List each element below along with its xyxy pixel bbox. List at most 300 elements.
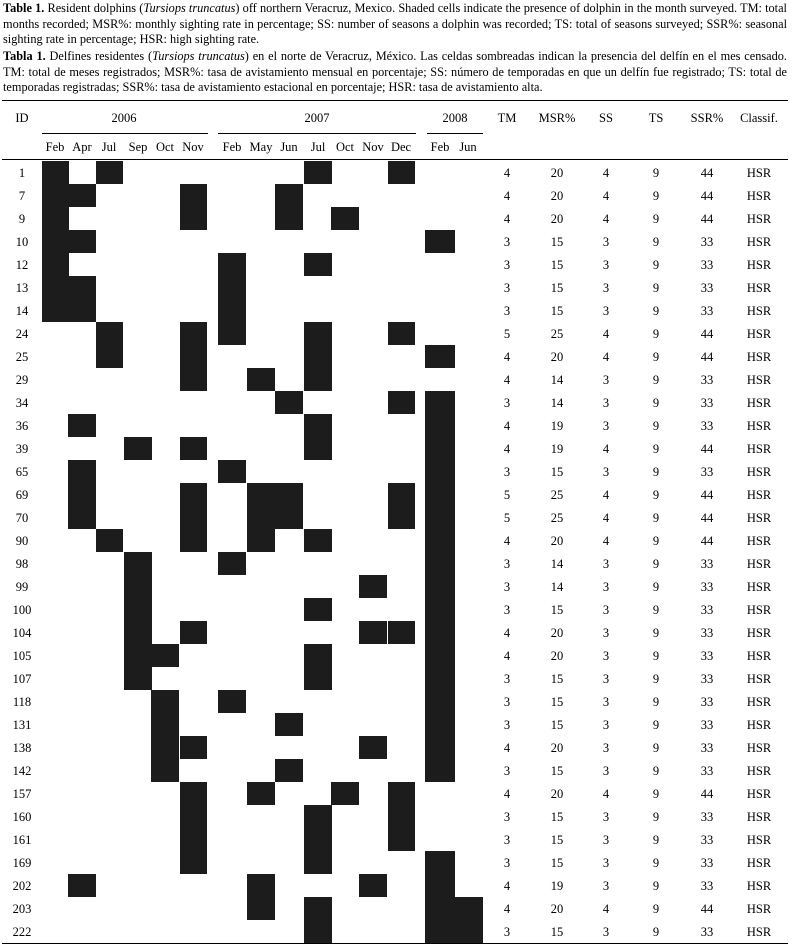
caption-text: ) off northern Veracruz, Mexico. Shaded cells indicate the presence of dolphin in the month surveyed. TM: total months recorded; MSR%: monthly sighting rate in percentage; SS: number of seasons a dolphin was recorded; TS: total of seasons surveyed; SSR%: seasonal sighting rate in percentage; HSR: high sighting rate.	[3, 1, 787, 46]
stat-ssr: 33	[700, 741, 714, 755]
presence-cell	[68, 276, 96, 299]
stat-tm: 3	[503, 856, 511, 870]
stat-ssr: 33	[700, 879, 714, 893]
stat-msr: 20	[550, 189, 564, 203]
stat-ssr: 33	[700, 810, 714, 824]
stat-tm: 5	[503, 488, 511, 502]
stat-msr: 15	[550, 258, 564, 272]
stat-msr: 15	[550, 603, 564, 617]
dolphin-id: 34	[15, 396, 29, 410]
month-header: Oct	[335, 140, 355, 154]
stat-tm: 4	[503, 166, 511, 180]
presence-cell	[96, 322, 123, 345]
dolphin-id: 203	[12, 902, 32, 916]
stat-tm: 4	[503, 902, 511, 916]
dolphin-id: 69	[15, 488, 29, 502]
presence-cell	[425, 483, 455, 506]
dolphin-id: 9	[18, 212, 26, 226]
month-header: Dec	[390, 140, 412, 154]
presence-cell	[388, 828, 415, 851]
stat-ts: 9	[652, 718, 660, 732]
presence-cell	[68, 874, 96, 897]
stat-tm: 4	[503, 649, 511, 663]
presence-cell	[180, 805, 207, 828]
stat-classif: HSR	[746, 534, 772, 548]
year-header: 2006	[111, 111, 137, 125]
stat-ssr: 33	[700, 419, 714, 433]
caption-text: Resident dolphins (	[44, 1, 144, 15]
stat-ts: 9	[652, 856, 660, 870]
stat-ssr: 33	[700, 856, 714, 870]
stat-ss: 4	[602, 511, 610, 525]
presence-cell	[425, 897, 455, 920]
presence-cell	[388, 391, 415, 414]
stat-tm: 3	[503, 764, 511, 778]
presence-cell	[124, 621, 152, 644]
presence-cell	[180, 736, 207, 759]
stat-tm: 3	[503, 603, 511, 617]
presence-cell	[304, 851, 332, 874]
caption-text: ) en el norte de Veracruz, México. Las celdas sombreadas indican la presencia del delfín en el mes censado. TM: total de meses registrados; MSR%: tasa de avistamiento mensual en porcentaje; SS: número de temporadas en que un delfín fue registrado; TS: total de temporadas registradas; SSR%: tasa de avistamiento estacional en porcentaje; HSR: tasa de avistamiento alta.	[3, 49, 787, 94]
presence-cell	[388, 805, 415, 828]
stat-ssr: 44	[700, 212, 714, 226]
stat-msr: 25	[550, 488, 564, 502]
presence-cell	[275, 391, 303, 414]
presence-cell	[388, 483, 415, 506]
stat-ssr: 33	[700, 718, 714, 732]
stat-classif: HSR	[746, 258, 772, 272]
stat-ts: 9	[652, 603, 660, 617]
presence-cell	[180, 828, 207, 851]
dolphin-id: 65	[15, 465, 29, 479]
presence-cell	[425, 437, 455, 460]
stat-ss: 3	[602, 258, 610, 272]
dolphin-id: 36	[15, 419, 29, 433]
stat-tm: 4	[503, 212, 511, 226]
stat-ts: 9	[652, 810, 660, 824]
dolphin-id: 98	[15, 557, 29, 571]
presence-cell	[388, 322, 415, 345]
stat-classif: HSR	[746, 442, 772, 456]
presence-cell	[304, 644, 332, 667]
presence-cell	[218, 460, 246, 483]
stat-tm: 3	[503, 258, 511, 272]
presence-cell	[304, 414, 332, 437]
stat-tm: 3	[503, 396, 511, 410]
stat-ss: 3	[602, 603, 610, 617]
stat-ss: 3	[602, 235, 610, 249]
presence-cell	[388, 621, 415, 644]
stat-classif: HSR	[746, 488, 772, 502]
stat-tm: 3	[503, 810, 511, 824]
stat-ssr: 33	[700, 258, 714, 272]
stat-ssr: 44	[700, 534, 714, 548]
presence-cell	[275, 759, 303, 782]
stat-ssr: 33	[700, 764, 714, 778]
presence-cell	[180, 368, 207, 391]
stat-ssr: 33	[700, 281, 714, 295]
stat-msr: 14	[550, 396, 564, 410]
dolphin-id: 25	[15, 350, 29, 364]
stat-tm: 4	[503, 373, 511, 387]
presence-cell	[359, 621, 387, 644]
stat-ts: 9	[652, 879, 660, 893]
presence-cell	[425, 391, 455, 414]
dolphin-id: 24	[15, 327, 29, 341]
stat-ts: 9	[652, 511, 660, 525]
stat-ss: 4	[602, 212, 610, 226]
stat-classif: HSR	[746, 856, 772, 870]
stat-ss: 3	[602, 396, 610, 410]
presence-cell	[218, 552, 246, 575]
stat-ssr: 33	[700, 649, 714, 663]
stat-classif: HSR	[746, 327, 772, 341]
presence-cell	[388, 782, 415, 805]
stat-header: SSR%	[690, 111, 724, 125]
stat-msr: 19	[550, 879, 564, 893]
stat-ts: 9	[652, 534, 660, 548]
presence-cell	[247, 368, 275, 391]
stat-classif: HSR	[746, 281, 772, 295]
presence-cell	[218, 253, 246, 276]
stat-msr: 20	[550, 212, 564, 226]
caption-label: Table 1.	[3, 1, 45, 15]
presence-cell	[425, 230, 455, 253]
presence-cell	[180, 529, 207, 552]
presence-cell	[304, 437, 332, 460]
stat-msr: 20	[550, 649, 564, 663]
presence-cell	[304, 322, 332, 345]
stat-classif: HSR	[746, 741, 772, 755]
stat-msr: 15	[550, 810, 564, 824]
month-header: Jun	[280, 140, 298, 154]
stat-ts: 9	[652, 787, 660, 801]
stat-ts: 9	[652, 258, 660, 272]
stat-msr: 20	[550, 166, 564, 180]
month-header: Jun	[459, 140, 477, 154]
presence-cell	[180, 345, 207, 368]
stat-msr: 14	[550, 557, 564, 571]
stat-msr: 20	[550, 902, 564, 916]
presence-cell	[68, 506, 96, 529]
caption-english	[3, 1, 787, 48]
stat-msr: 15	[550, 925, 564, 939]
dolphin-id: 13	[15, 281, 29, 295]
stat-classif: HSR	[746, 166, 772, 180]
stat-ts: 9	[652, 396, 660, 410]
presence-cell	[425, 345, 455, 368]
id-header: ID	[15, 111, 29, 125]
presence-cell	[180, 322, 207, 345]
stat-ss: 3	[602, 741, 610, 755]
stat-ts: 9	[652, 212, 660, 226]
dolphin-id: 161	[12, 833, 32, 847]
species-name: Tursiops truncatus	[143, 1, 236, 15]
stat-msr: 19	[550, 442, 564, 456]
stat-msr: 20	[550, 350, 564, 364]
presence-cell	[304, 345, 332, 368]
presence-cell	[247, 483, 275, 506]
dolphin-id: 104	[12, 626, 32, 640]
stat-ss: 3	[602, 419, 610, 433]
stat-ssr: 33	[700, 373, 714, 387]
stat-msr: 15	[550, 304, 564, 318]
stat-classif: HSR	[746, 925, 772, 939]
presence-cell	[425, 621, 455, 644]
month-header: Jul	[101, 140, 117, 154]
stat-tm: 4	[503, 350, 511, 364]
stat-ss: 3	[602, 672, 610, 686]
presence-cell	[425, 598, 455, 621]
stat-ssr: 44	[700, 488, 714, 502]
stat-ts: 9	[652, 304, 660, 318]
stat-tm: 4	[503, 787, 511, 801]
stat-msr: 15	[550, 856, 564, 870]
dolphin-id: 29	[15, 373, 29, 387]
stat-tm: 4	[503, 879, 511, 893]
stat-ts: 9	[652, 442, 660, 456]
stat-tm: 4	[503, 741, 511, 755]
dolphin-id: 118	[12, 695, 32, 709]
stat-header: TM	[497, 111, 517, 125]
presence-cell	[68, 483, 96, 506]
presence-cell	[425, 851, 455, 874]
stat-header: Classif.	[740, 111, 778, 125]
month-header: Feb	[45, 140, 65, 154]
presence-cell	[180, 851, 207, 874]
dolphin-id: 99	[15, 580, 29, 594]
stat-classif: HSR	[746, 626, 772, 640]
stat-classif: HSR	[746, 396, 772, 410]
stat-ts: 9	[652, 833, 660, 847]
presence-cell	[151, 644, 179, 667]
stat-ssr: 33	[700, 925, 714, 939]
stat-classif: HSR	[746, 810, 772, 824]
stat-ss: 3	[602, 281, 610, 295]
stat-tm: 3	[503, 465, 511, 479]
stat-ts: 9	[652, 166, 660, 180]
stat-tm: 4	[503, 626, 511, 640]
stat-header: MSR%	[538, 111, 576, 125]
stat-ts: 9	[652, 649, 660, 663]
stat-msr: 14	[550, 373, 564, 387]
presence-cell	[359, 575, 387, 598]
stat-ts: 9	[652, 626, 660, 640]
stat-msr: 25	[550, 511, 564, 525]
presence-cell	[425, 920, 455, 943]
stat-classif: HSR	[746, 603, 772, 617]
stat-ssr: 33	[700, 833, 714, 847]
stat-ssr: 44	[700, 189, 714, 203]
stat-ssr: 33	[700, 557, 714, 571]
year-header: 2008	[442, 111, 468, 125]
month-header: Apr	[72, 140, 92, 154]
month-header: Nov	[362, 140, 384, 154]
stat-classif: HSR	[746, 465, 772, 479]
caption-text: Delfines residentes (	[45, 49, 153, 63]
presence-cell	[151, 713, 179, 736]
stat-ss: 4	[602, 327, 610, 341]
stat-msr: 15	[550, 764, 564, 778]
presence-cell	[388, 161, 415, 184]
stat-classif: HSR	[746, 833, 772, 847]
presence-cell	[180, 782, 207, 805]
stat-ts: 9	[652, 281, 660, 295]
stat-classif: HSR	[746, 649, 772, 663]
presence-cell	[304, 529, 332, 552]
stat-ssr: 44	[700, 442, 714, 456]
stat-ss: 4	[602, 488, 610, 502]
presence-cell	[425, 874, 455, 897]
year-rule-2008	[427, 133, 483, 134]
stat-ss: 3	[602, 580, 610, 594]
stat-classif: HSR	[746, 695, 772, 709]
stat-ss: 3	[602, 649, 610, 663]
dolphin-id: 202	[12, 879, 32, 893]
stat-ss: 3	[602, 833, 610, 847]
presence-cell	[425, 759, 455, 782]
stat-ssr: 33	[700, 603, 714, 617]
stat-msr: 14	[550, 580, 564, 594]
presence-cell	[275, 506, 303, 529]
stat-ss: 3	[602, 695, 610, 709]
presence-cell	[359, 736, 387, 759]
dolphin-id: 100	[12, 603, 32, 617]
stat-ss: 4	[602, 189, 610, 203]
presence-cell	[68, 230, 96, 253]
presence-cell	[151, 759, 179, 782]
dolphin-id: 39	[15, 442, 29, 456]
caption-spanish	[3, 49, 787, 96]
stat-classif: HSR	[746, 718, 772, 732]
presence-cell	[304, 897, 332, 920]
presence-cell	[180, 506, 207, 529]
presence-cell	[247, 529, 275, 552]
stat-tm: 3	[503, 925, 511, 939]
stat-classif: HSR	[746, 304, 772, 318]
stat-ss: 4	[602, 534, 610, 548]
stat-ss: 3	[602, 856, 610, 870]
caption-label: Tabla 1.	[3, 49, 46, 63]
stat-classif: HSR	[746, 189, 772, 203]
stat-ss: 3	[602, 626, 610, 640]
stat-ssr: 44	[700, 787, 714, 801]
dolphin-id: 160	[12, 810, 32, 824]
stat-classif: HSR	[746, 902, 772, 916]
stat-ts: 9	[652, 557, 660, 571]
stat-ts: 9	[652, 419, 660, 433]
stat-ssr: 33	[700, 580, 714, 594]
stat-ssr: 33	[700, 626, 714, 640]
presence-cell	[124, 575, 152, 598]
stat-ssr: 33	[700, 465, 714, 479]
stat-tm: 5	[503, 511, 511, 525]
stat-tm: 5	[503, 327, 511, 341]
presence-cell	[180, 483, 207, 506]
stat-classif: HSR	[746, 235, 772, 249]
presence-cell	[275, 483, 303, 506]
stat-ts: 9	[652, 672, 660, 686]
stat-ts: 9	[652, 350, 660, 364]
presence-cell	[42, 207, 69, 230]
presence-cell	[425, 667, 455, 690]
header-bottom-rule	[2, 159, 788, 160]
stat-tm: 3	[503, 833, 511, 847]
stat-tm: 4	[503, 442, 511, 456]
stat-msr: 19	[550, 419, 564, 433]
stat-classif: HSR	[746, 787, 772, 801]
dolphin-id: 10	[15, 235, 29, 249]
stat-classif: HSR	[746, 879, 772, 893]
stat-tm: 3	[503, 580, 511, 594]
presence-cell	[151, 690, 179, 713]
stat-ts: 9	[652, 741, 660, 755]
dolphin-id: 70	[15, 511, 29, 525]
presence-cell	[425, 644, 455, 667]
dolphin-id: 222	[12, 925, 32, 939]
stat-tm: 3	[503, 557, 511, 571]
stat-ss: 4	[602, 166, 610, 180]
month-header: Feb	[430, 140, 450, 154]
dolphin-id: 7	[18, 189, 26, 203]
presence-cell	[68, 184, 96, 207]
dolphin-id: 157	[12, 787, 32, 801]
stat-msr: 20	[550, 787, 564, 801]
stat-ts: 9	[652, 580, 660, 594]
stat-ssr: 44	[700, 166, 714, 180]
stat-ts: 9	[652, 373, 660, 387]
stat-msr: 15	[550, 695, 564, 709]
stat-ssr: 44	[700, 902, 714, 916]
stat-ssr: 33	[700, 396, 714, 410]
stat-tm: 3	[503, 695, 511, 709]
presence-cell	[124, 644, 152, 667]
presence-cell	[42, 161, 69, 184]
presence-cell	[180, 184, 207, 207]
stat-ssr: 33	[700, 235, 714, 249]
stat-classif: HSR	[746, 672, 772, 686]
dolphin-id: 105	[12, 649, 32, 663]
presence-cell	[247, 782, 275, 805]
presence-cell	[359, 874, 387, 897]
stat-ss: 3	[602, 465, 610, 479]
stat-msr: 20	[550, 534, 564, 548]
presence-cell	[180, 437, 207, 460]
stat-msr: 15	[550, 672, 564, 686]
stat-classif: HSR	[746, 373, 772, 387]
dolphin-id: 169	[12, 856, 32, 870]
presence-cell	[304, 161, 332, 184]
stat-classif: HSR	[746, 764, 772, 778]
presence-cell	[453, 897, 483, 920]
stat-ss: 4	[602, 787, 610, 801]
stat-ssr: 33	[700, 304, 714, 318]
stat-tm: 3	[503, 304, 511, 318]
dolphin-id: 14	[15, 304, 29, 318]
stat-ts: 9	[652, 327, 660, 341]
presence-cell	[42, 276, 69, 299]
stat-tm: 3	[503, 281, 511, 295]
stat-ss: 3	[602, 764, 610, 778]
stat-ss: 3	[602, 810, 610, 824]
stat-classif: HSR	[746, 557, 772, 571]
stat-tm: 3	[503, 718, 511, 732]
stat-msr: 15	[550, 281, 564, 295]
dolphin-id: 90	[15, 534, 29, 548]
presence-cell	[331, 782, 359, 805]
stat-ssr: 44	[700, 350, 714, 364]
stat-ss: 3	[602, 304, 610, 318]
